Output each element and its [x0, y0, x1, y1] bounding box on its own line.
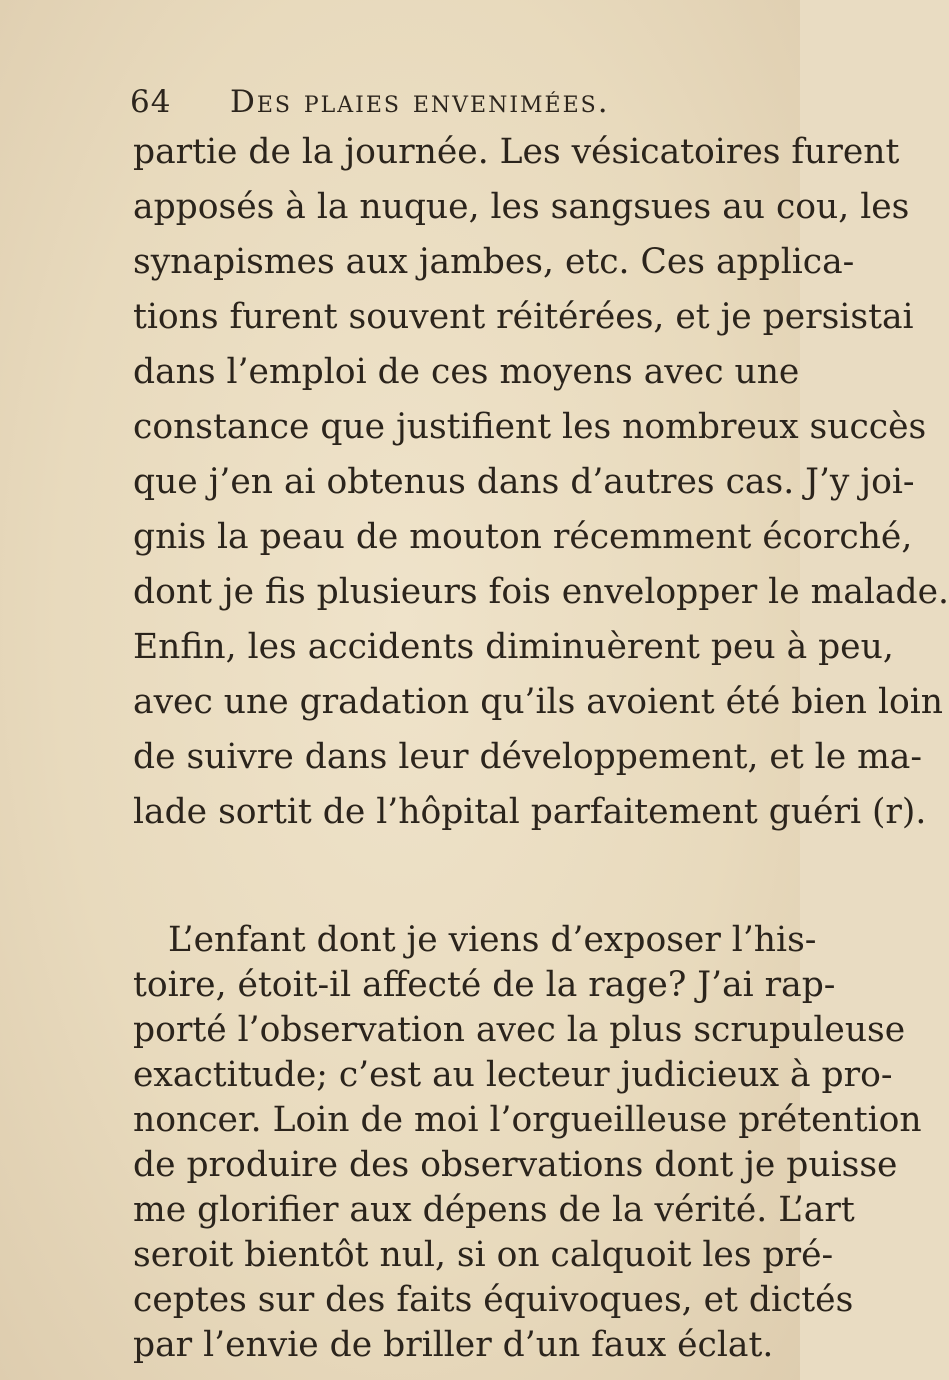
- text-line: noncer. Loin de moi l’orgueilleuse prétention: [133, 1100, 922, 1140]
- text-line: dans l’emploi de ces moyens avec une: [133, 352, 800, 392]
- text-line: apposés à la nuque, les sangsues au cou, les: [133, 187, 910, 227]
- text-line: synapismes aux jambes, etc. Ces applica-: [133, 242, 855, 282]
- text-line: par l’envie de briller d’un faux éclat.: [133, 1325, 774, 1365]
- text-line: L’enfant dont je viens d’exposer l’his-: [168, 920, 817, 960]
- page-number: 64: [130, 84, 172, 120]
- text-line: porté l’observation avec la plus scrupuleuse: [133, 1010, 906, 1050]
- text-line: dont je fis plusieurs fois envelopper le malade.: [133, 572, 949, 612]
- text-line: toire, étoit-il affecté de la rage? J’ai rap-: [133, 965, 836, 1005]
- text-line: de produire des observations dont je puisse: [133, 1145, 898, 1185]
- text-line: me glorifier aux dépens de la vérité. L’art: [133, 1190, 855, 1230]
- text-line: seroit bientôt nul, si on calquoit les pré-: [133, 1235, 834, 1275]
- text-line: tions furent souvent réitérées, et je persistai: [133, 297, 914, 337]
- running-head: [130, 84, 770, 124]
- running-title: Des plaies envenimées.: [230, 84, 610, 120]
- text-line: partie de la journée. Les vésicatoires furent: [133, 132, 900, 172]
- text-line: constance que justifient les nombreux succès: [133, 407, 927, 447]
- text-line: exactitude; c’est au lecteur judicieux à pro-: [133, 1055, 893, 1095]
- text-line: ceptes sur des faits équivoques, et dictés: [133, 1280, 854, 1320]
- text-line: avec une gradation qu’ils avoient été bien loin: [133, 682, 944, 722]
- text-line: gnis la peau de mouton récemment écorché,: [133, 517, 913, 557]
- text-line: Enfin, les accidents diminuèrent peu à peu,: [133, 627, 894, 667]
- text-line: lade sortit de l’hôpital parfaitement guéri (r).: [133, 792, 927, 832]
- text-line: que j’en ai obtenus dans d’autres cas. J’y joi-: [133, 462, 915, 502]
- text-line: de suivre dans leur développement, et le ma-: [133, 737, 923, 777]
